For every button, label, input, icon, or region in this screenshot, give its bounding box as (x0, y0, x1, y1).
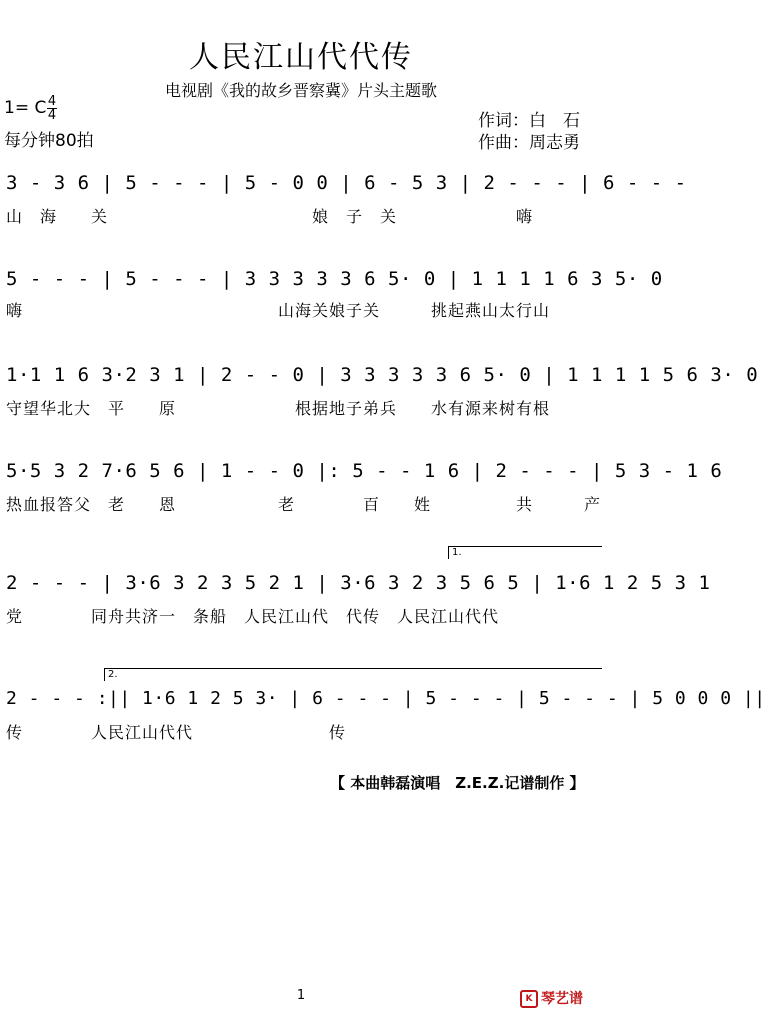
page-title: 人民江山代代传 (189, 40, 413, 75)
performer-credit: 【 本曲韩磊演唱 Z.E.Z.记谱制作 】 (330, 774, 585, 792)
second-ending-bracket: 2. (104, 668, 602, 681)
logo-text: 琴艺谱 (541, 991, 583, 1007)
notation-row-4: 5·5 3 2 7·6 5 6 | 1 - - 0 |: 5 - - 1 6 | 2 - - - | 5 3 - 1 6 (6, 460, 723, 482)
composer-credit: 作曲：周志勇 (478, 133, 580, 153)
page-subtitle: 电视剧《我的故乡晋察冀》片头主题歌 (164, 81, 437, 100)
key-signature: 1= C (4, 98, 47, 118)
notation-row-1: 3 - 3 6 | 5 - - - | 5 - 0 0 | 6 - 5 3 | 2 - - - | 6 - - - (6, 172, 687, 194)
first-ending-bracket: 1. (448, 546, 602, 559)
page-number: 1 (296, 988, 306, 1003)
notation-row-5: 2 - - - | 3·6 3 2 3 5 2 1 | 3·6 3 2 3 5 6 5 | 1·6 1 2 5 3 1 (6, 572, 711, 594)
lyrics-row-5: 党 同舟共济一 条船 人民江山代 代传 人民江山代代 (6, 607, 500, 626)
logo-mark-icon: K (520, 990, 538, 1008)
notation-row-2: 5 - - - | 5 - - - | 3 3 3 3 3 6 5· 0 | 1 1 1 1 6 3 5· 0 (6, 268, 663, 290)
lyrics-row-1: 山 海 关 娘 子 关 嗨 (6, 207, 534, 226)
lyrics-row-4: 热血报答父 老 恩 老 百 姓 共 产 (6, 495, 602, 514)
notation-row-6: 2 - - - :|| 1·6 1 2 5 3· | 6 - - - | 5 - - - | 5 - - - | 5 0 0 0 || (6, 688, 766, 709)
tempo-marking: 每分钟80拍 (4, 131, 94, 151)
site-logo (520, 988, 583, 1008)
lyrics-row-6: 传 人民江山代代 传 (6, 723, 347, 742)
lyrics-row-2: 嗨 山海关娘子关 挑起燕山太行山 (6, 301, 551, 320)
lyricist-credit: 作词：白 石 (478, 111, 580, 131)
time-signature-top: 4 (47, 94, 57, 109)
time-signature-bottom: 4 (47, 108, 57, 123)
lyrics-row-3: 守望华北大 平 原 根据地子弟兵 水有源来树有根 (6, 399, 551, 418)
time-signature (47, 96, 57, 121)
notation-row-3: 1·1 1 6 3·2 3 1 | 2 - - 0 | 3 3 3 3 3 6 5· 0 | 1 1 1 1 5 6 3· 0 (6, 364, 759, 386)
